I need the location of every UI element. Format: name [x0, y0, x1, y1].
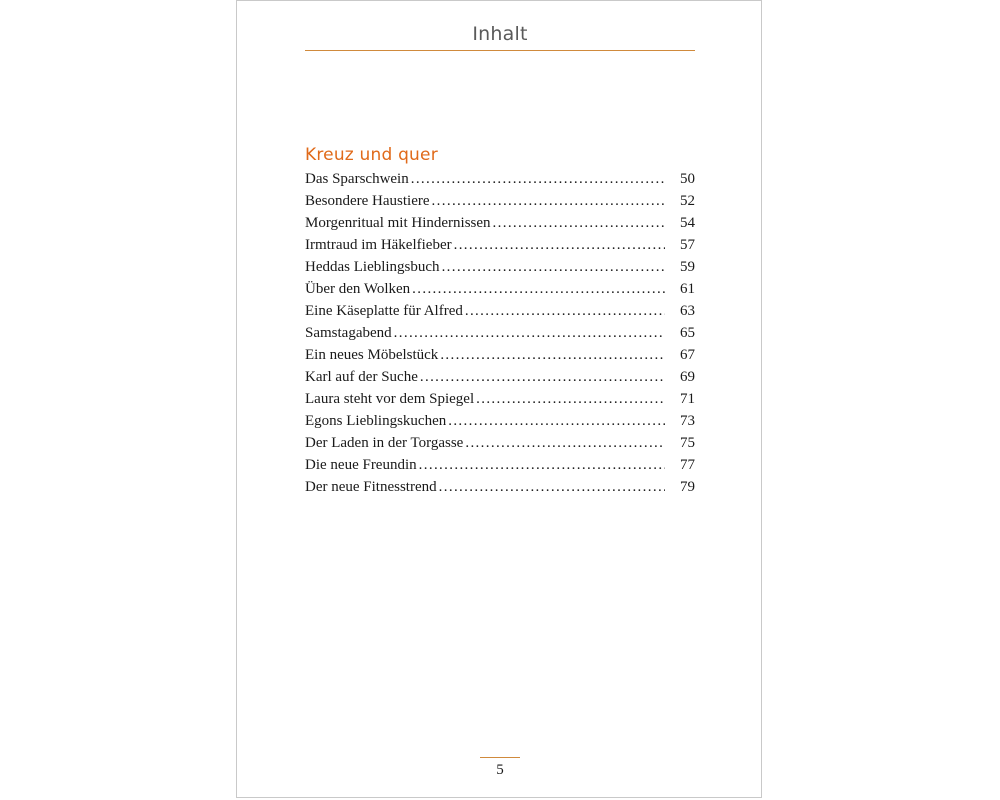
toc-entry: [305, 193, 695, 215]
toc-entry-title: Besondere Haustiere: [305, 193, 430, 209]
toc-entry-page: 59: [680, 259, 695, 275]
dot-leader: [442, 259, 665, 276]
dot-leader: [419, 457, 665, 474]
page-number: 5: [496, 762, 504, 778]
toc-entry: [305, 237, 695, 259]
toc-entry: [305, 281, 695, 303]
toc-entry-page: 79: [680, 479, 695, 495]
dot-leader: [465, 435, 665, 452]
toc-entry: [305, 171, 695, 193]
dot-leader: [439, 479, 665, 496]
header-rule: [305, 50, 695, 51]
toc-entry: [305, 479, 695, 501]
toc-entry-title: Laura steht vor dem Spiegel: [305, 391, 475, 407]
toc-entry-title: Über den Wolken: [305, 281, 411, 297]
toc-entry-page: 69: [680, 369, 695, 385]
toc-entry: [305, 369, 695, 391]
toc-entry-title: Karl auf der Suche: [305, 369, 418, 385]
dot-leader: [432, 193, 665, 210]
toc-entry-page: 54: [680, 215, 695, 231]
toc-entry-page: 65: [680, 325, 695, 341]
toc-entry-page: 61: [680, 281, 695, 297]
toc-entry-title: Irmtraud im Häkelfieber: [305, 237, 452, 253]
toc-entry-page: 57: [680, 237, 695, 253]
dot-leader: [448, 413, 665, 430]
toc-entry-page: 75: [680, 435, 695, 451]
toc-entry-page: 63: [680, 303, 695, 319]
toc-entry: [305, 303, 695, 325]
dot-leader: [420, 369, 665, 386]
dot-leader: [394, 325, 665, 342]
section-title: Kreuz und quer: [305, 145, 438, 165]
footer-rule: [480, 757, 520, 758]
toc-entry-title: Ein neues Möbelstück: [305, 347, 439, 363]
toc-entry: [305, 259, 695, 281]
dot-leader: [465, 303, 665, 320]
toc-entry-page: 50: [680, 171, 695, 187]
toc-entry-title: Morgenritual mit Hindernissen: [305, 215, 491, 231]
toc-entry: [305, 347, 695, 369]
toc-entry: [305, 457, 695, 479]
table-of-contents: [305, 171, 695, 501]
toc-entry-page: 77: [680, 457, 695, 473]
toc-entry-title: Samstagabend: [305, 325, 392, 341]
toc-entry: [305, 325, 695, 347]
dot-leader: [411, 171, 665, 188]
toc-entry-title: Die neue Freundin: [305, 457, 417, 473]
dot-leader: [412, 281, 665, 298]
toc-entry-page: 67: [680, 347, 695, 363]
toc-entry-title: Eine Käseplatte für Alfred: [305, 303, 463, 319]
toc-entry: [305, 435, 695, 457]
toc-entry-title: Heddas Lieblingsbuch: [305, 259, 440, 275]
toc-entry-page: 71: [680, 391, 695, 407]
dot-leader: [493, 215, 665, 232]
toc-entry-title: Egons Lieblingskuchen: [305, 413, 447, 429]
toc-entry-title: Der neue Fitnesstrend: [305, 479, 437, 495]
book-page: [236, 0, 762, 798]
toc-entry-page: 52: [680, 193, 695, 209]
toc-entry: [305, 215, 695, 237]
running-head: Inhalt: [472, 23, 528, 45]
toc-entry-page: 73: [680, 413, 695, 429]
dot-leader: [476, 391, 665, 408]
toc-entry-title: Der Laden in der Torgasse: [305, 435, 464, 451]
dot-leader: [454, 237, 665, 254]
toc-entry: [305, 391, 695, 413]
toc-entry: [305, 413, 695, 435]
dot-leader: [440, 347, 665, 364]
toc-entry-title: Das Sparschwein: [305, 171, 409, 187]
